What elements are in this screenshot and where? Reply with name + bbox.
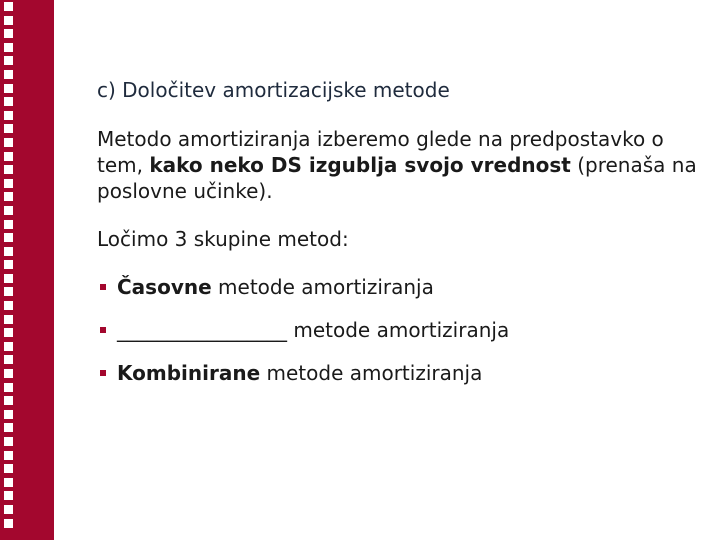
decorative-square [4, 138, 13, 147]
decorative-square [4, 192, 13, 201]
bullet-bold: Kombinirane [117, 361, 261, 385]
decorative-sidebar [0, 0, 54, 540]
list-item [97, 317, 697, 343]
decorative-square [4, 274, 13, 283]
decorative-square [4, 423, 13, 432]
list-item [97, 274, 697, 300]
decorative-square [4, 478, 13, 487]
decorative-square [4, 124, 13, 133]
decorative-square [4, 152, 13, 161]
decorative-square [4, 43, 13, 52]
decorative-square [4, 505, 13, 514]
slide-content [97, 78, 697, 403]
decorative-square [4, 111, 13, 120]
method-list [97, 274, 697, 386]
decorative-square [4, 220, 13, 229]
paragraph-text-2: (prenaša na poslovne učinke). [97, 153, 697, 203]
bullet-bold: Časovne [117, 275, 212, 299]
decorative-square [4, 315, 13, 324]
decorative-square [4, 328, 13, 337]
decorative-square [4, 410, 13, 419]
decorative-square [4, 206, 13, 215]
bullet-square-icon [100, 370, 106, 376]
description-paragraph [97, 126, 697, 204]
decorative-square [4, 260, 13, 269]
decorative-square [4, 342, 13, 351]
decorative-square [4, 233, 13, 242]
decorative-square [4, 519, 13, 528]
decorative-square [4, 301, 13, 310]
bullet-square-icon [100, 327, 106, 333]
square-pattern [4, 2, 16, 532]
decorative-square [4, 247, 13, 256]
bullet-text: metode amortiziranja [260, 361, 483, 385]
bullet-square-icon [100, 284, 106, 290]
decorative-square [4, 165, 13, 174]
decorative-square [4, 396, 13, 405]
decorative-square [4, 383, 13, 392]
decorative-square [4, 97, 13, 106]
decorative-square [4, 84, 13, 93]
decorative-square [4, 56, 13, 65]
decorative-square [4, 179, 13, 188]
decorative-square [4, 70, 13, 79]
decorative-square [4, 355, 13, 364]
paragraph-text-1: Metodo amortiziranja izberemo glede na predpostavko o tem, [97, 127, 664, 177]
decorative-square [4, 464, 13, 473]
bullet-text: metode amortiziranja [211, 275, 434, 299]
decorative-square [4, 437, 13, 446]
decorative-square [4, 287, 13, 296]
slide-title: c) Določitev amortizacijske metode [97, 78, 450, 102]
paragraph-bold: kako neko DS izgublja svojo vrednost [149, 153, 571, 177]
decorative-square [4, 369, 13, 378]
decorative-square [4, 29, 13, 38]
decorative-square [4, 491, 13, 500]
decorative-square [4, 451, 13, 460]
decorative-square [4, 16, 13, 25]
bullet-text: _________________ metode amortiziranja [117, 318, 510, 342]
decorative-square [4, 2, 13, 11]
intro-text: Ločimo 3 skupine metod: [97, 227, 349, 251]
list-item [97, 360, 697, 386]
